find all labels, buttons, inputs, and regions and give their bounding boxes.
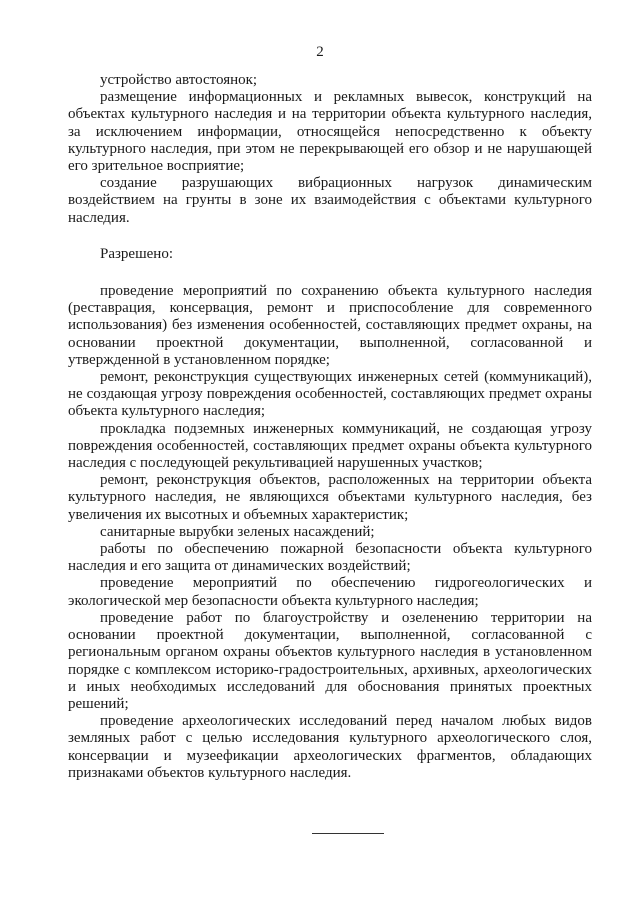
allowed-item-2: ремонт, реконструкция существующих инженерных сетей (коммуникаций), не создающая угрозу повреждения особенностей, составляющих предмет охраны объекта культурного наследия; <box>68 369 592 420</box>
end-divider <box>312 833 384 834</box>
prohibited-item-2: размещение информационных и рекламных вывесок, конструкций на объектах культурного наследия и на территории объекта культурного наследия, за исключением информации, относящейся непосредственно к объекту культурного наследия, при этом не перекрывающей его обзор и не нарушающей его зрительное восприятие; <box>68 89 592 175</box>
allowed-item-9: проведение археологических исследований перед началом любых видов земляных работ с целью исследования культурного археологического слоя, консервации и музеефикации археологических фрагментов, обладающих признаками объектов культурного наследия. <box>68 713 592 781</box>
allowed-item-4: ремонт, реконструкция объектов, расположенных на территории объекта культурного наследия, не являющихся объектами культурного наследия, без увеличения их высотных и объемных характеристик; <box>68 472 592 523</box>
allowed-item-7: проведение мероприятий по обеспечению гидрогеологических и экологической мер безопасности объекта культурного наследия; <box>68 575 592 609</box>
prohibited-item-3: создание разрушающих вибрационных нагрузок динамическим воздействием на грунты в зоне их взаимодействия с объектами культурного наследия. <box>68 175 592 226</box>
page-number: 2 <box>316 44 324 60</box>
allowed-item-6: работы по обеспечению пожарной безопасности объекта культурного наследия и его защита от динамических воздействий; <box>68 541 592 575</box>
allowed-item-3: прокладка подземных инженерных коммуникаций, не создающая угрозу повреждения особенностей, составляющих предмет охраны объекта культурного наследия с последующей рекультивацией нарушенных участков; <box>68 420 592 472</box>
allowed-item-8: проведение работ по благоустройству и озеленению территории на основании проектной документации, выполненной, согласованной с региональным органом охраны объектов культурного наследия в установленном порядке с комплексом историко-градостроительных, архивных, археологических и иных необходимых исследований для обоснования принятых проектных решений; <box>68 609 592 712</box>
allowed-heading: Разрешено: <box>100 245 173 262</box>
document-body <box>68 72 592 782</box>
allowed-item-1: проведение мероприятий по сохранению объекта культурного наследия (реставрация, консервация, ремонт и приспособление для современного использования) без изменения особенностей, составляющих предмет охраны, на основании проектной документации, выполненной, согласованной и утвержденной в установленном порядке; <box>68 283 592 368</box>
allowed-item-5: санитарные вырубки зеленых насаждений; <box>100 523 375 540</box>
prohibited-item-1: устройство автостоянок; <box>100 72 258 88</box>
